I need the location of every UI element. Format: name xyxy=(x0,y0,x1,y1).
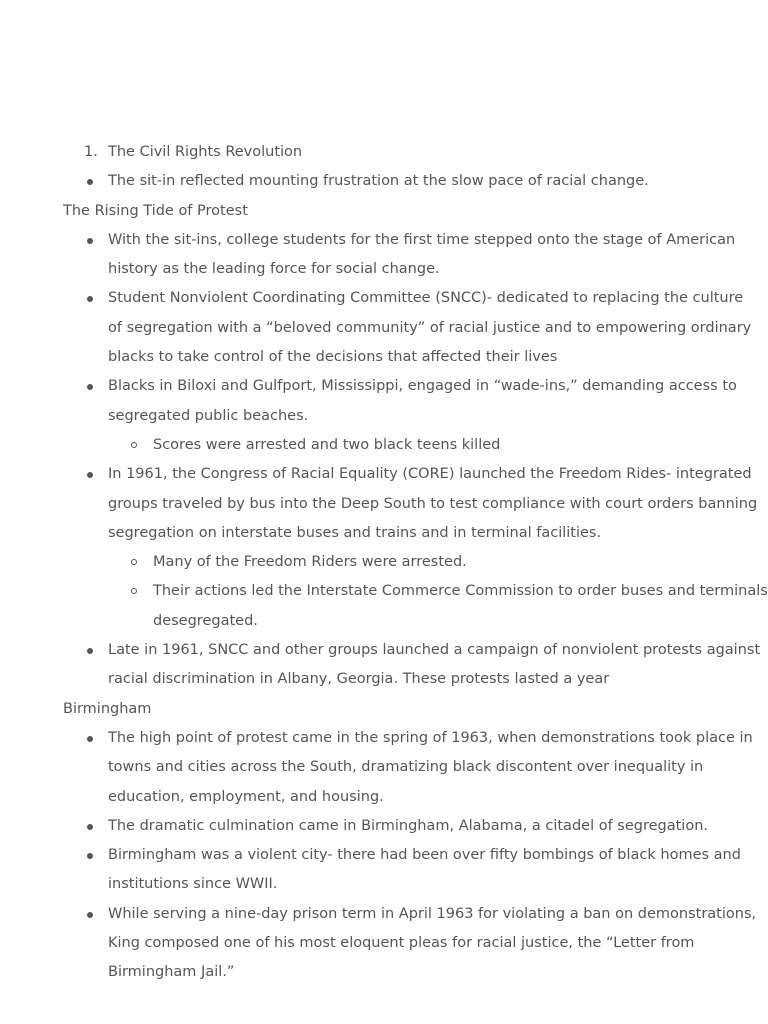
bullet-icon xyxy=(87,824,93,830)
notes-content xyxy=(63,138,768,988)
bullet-icon xyxy=(87,853,93,859)
sub-bullet-item xyxy=(63,431,753,460)
section-heading: The Rising Tide of Protest xyxy=(63,202,248,219)
bullet-line: With the sit-ins, college students for the first time stepped onto the stage of American xyxy=(108,231,736,248)
bullet-line: institutions since WWII. xyxy=(108,876,278,893)
sub-bullet-line: Many of the Freedom Riders were arrested. xyxy=(153,554,467,571)
bullet-line: history as the leading force for social change. xyxy=(108,261,440,278)
bullet-item xyxy=(63,284,753,372)
bullet-icon xyxy=(87,238,93,244)
bullet-icon xyxy=(87,912,93,918)
bullet-item xyxy=(63,900,757,988)
numbered-item-text: The Civil Rights Revolution xyxy=(108,144,303,160)
sub-bullet-line: Their actions led the Interstate Commerce Commission to order buses and terminals xyxy=(153,583,768,600)
sub-bullet-line: Scores were arrested and two black teens killed xyxy=(153,436,501,453)
bullet-line: groups traveled by bus into the Deep South to test compliance with court orders banning xyxy=(108,495,758,512)
bullet-item xyxy=(63,812,753,841)
bullet-line: Student Nonviolent Coordinating Committee (SNCC)- dedicated to replacing the culture xyxy=(108,290,744,307)
bullet-icon xyxy=(87,179,93,185)
bullet-line: blacks to take control of the decisions that affected their lives xyxy=(108,349,558,366)
bullet-line: The dramatic culmination came in Birmingham, Alabama, a citadel of segregation. xyxy=(108,817,709,834)
bullet-line: of segregation with a “beloved community” of racial justice and to empowering ordinary xyxy=(108,319,752,336)
bullet-item xyxy=(63,841,753,900)
bullet-line: The high point of protest came in the spring of 1963, when demonstrations took place in xyxy=(108,729,753,746)
hollow-bullet-icon xyxy=(131,588,137,594)
bullet-line: King composed one of his most eloquent pleas for racial justice, the “Letter from xyxy=(108,935,695,952)
bullet-icon xyxy=(87,472,93,478)
bullet-item xyxy=(63,636,761,695)
bullet-line: Birmingham Jail.” xyxy=(108,964,235,981)
bullet-line: Blacks in Biloxi and Gulfport, Mississippi, engaged in “wade-ins,” demanding access to xyxy=(108,378,737,395)
section-heading: Birmingham xyxy=(63,700,152,717)
numbered-item xyxy=(63,138,753,167)
intro-bullet xyxy=(63,167,753,196)
bullet-item xyxy=(63,460,758,548)
bullet-line: racial discrimination in Albany, Georgia. These protests lasted a year xyxy=(108,671,610,688)
hollow-bullet-icon xyxy=(131,559,137,565)
bullet-item xyxy=(63,724,753,812)
sub-bullet-item xyxy=(63,577,768,636)
bullet-line: Birmingham was a violent city- there had been over fifty bombings of black homes and xyxy=(108,847,741,864)
bullet-line: In 1961, the Congress of Racial Equality (CORE) launched the Freedom Rides- integrated xyxy=(108,466,752,483)
hollow-bullet-icon xyxy=(131,442,137,448)
sub-bullet-item xyxy=(63,548,753,577)
bullet-line: Late in 1961, SNCC and other groups launched a campaign of nonviolent protests against xyxy=(108,642,761,659)
bullet-icon xyxy=(87,736,93,742)
bullet-item xyxy=(63,226,753,285)
bullet-item xyxy=(63,372,753,431)
bullet-line: While serving a nine-day prison term in April 1963 for violating a ban on demonstrations, xyxy=(108,905,757,922)
bullet-line: towns and cities across the South, dramatizing black discontent over inequality in xyxy=(108,759,704,776)
numbered-item-marker: 1. xyxy=(84,144,98,160)
intro-bullet-text: The sit-in reflected mounting frustration at the slow pace of racial change. xyxy=(108,173,649,190)
bullet-line: segregation on interstate buses and trains and in terminal facilities. xyxy=(108,524,602,541)
bullet-icon xyxy=(87,384,93,390)
bullet-icon xyxy=(87,648,93,654)
bullet-line: segregated public beaches. xyxy=(108,407,309,424)
sub-bullet-line: desegregated. xyxy=(153,612,258,629)
bullet-icon xyxy=(87,296,93,302)
sections xyxy=(63,197,768,988)
bullet-line: education, employment, and housing. xyxy=(108,788,384,805)
